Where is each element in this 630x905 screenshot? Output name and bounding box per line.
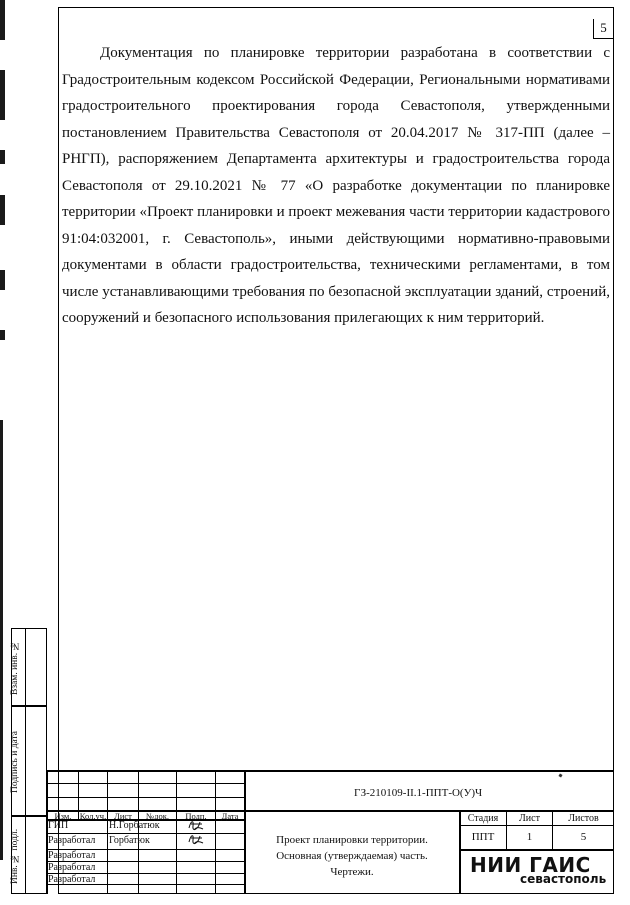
scan-mark xyxy=(0,270,5,290)
tb-role-dev: Разработал xyxy=(48,874,96,885)
side-label-inv: Инв. № подл. xyxy=(10,828,20,884)
tb-line xyxy=(459,825,614,826)
page-number: 5 xyxy=(593,19,613,39)
doc-title-line: Чертежи. xyxy=(330,866,374,878)
side-label-podpis: Подпись и дата xyxy=(10,731,20,794)
tb-role-dev: Разработал xyxy=(48,862,96,873)
scan-mark xyxy=(0,70,5,120)
sheets-label: Листов xyxy=(568,813,599,824)
tb-role-dev: Разработал xyxy=(48,850,96,861)
tb-header-podp: Подп. xyxy=(185,811,207,821)
scan-mark xyxy=(0,0,5,40)
tb-name-gip: Н.Горбатюк xyxy=(109,820,160,831)
signature-1 xyxy=(188,818,204,832)
scan-edge xyxy=(0,0,7,905)
signature-2 xyxy=(188,832,204,846)
org-logo-city: севастополь xyxy=(520,872,607,886)
sheets-value: 5 xyxy=(580,831,587,843)
title-block xyxy=(46,770,614,894)
scan-speck xyxy=(558,773,562,777)
tb-header-ndok: №док. xyxy=(146,811,169,821)
stage-value: ППТ xyxy=(471,831,495,843)
tb-header-list: Лист xyxy=(114,811,132,821)
tb-line xyxy=(46,770,614,772)
tb-line xyxy=(459,849,614,851)
org-logo-name: НИИ ГАИС xyxy=(470,853,591,877)
tb-header-data: Дата xyxy=(221,811,239,821)
scan-mark xyxy=(0,420,3,860)
scan-mark xyxy=(0,330,5,340)
stage-label: Стадия xyxy=(467,813,499,824)
side-stamp-podpis xyxy=(11,706,47,816)
body-text-block xyxy=(62,40,610,332)
tb-line xyxy=(176,770,177,894)
scan-mark xyxy=(0,195,5,225)
tb-header-koluch: Кол.уч. xyxy=(79,811,107,821)
doc-title-line: Основная (утверждаемая) часть. xyxy=(276,850,428,862)
body-paragraph: Документация по планировке территории разработана в соответствии с Градостроительным кодексом Российской Федерации, Региональными нормативами градостроительного проектирования города Севастополя, утвержденными постановлением Правительства Севастополя от 20.04.2017 № 317-ПП (далее – РНГП), распоряжением Департамента архитектуры и градостроительства города Севастополя от 29.10.2021 № 77 «О разработке документации по планировке территории «Проект планировки и проект межевания части территории кадастрового 91:04:032001, г. Севастополь», иными действующими нормативно-правовыми документами в области градостроительства, техническими регламентами, в том числе устанавливающими требования по безопасной эксплуатации зданий, строений, сооружений и безопасного использования прилегающих к ним территорий. xyxy=(62,45,610,326)
tb-role-gip: ГИП xyxy=(48,820,69,831)
doc-code: ГЗ-210109-II.1-ППТ-О(У)Ч xyxy=(354,787,483,799)
side-label-vzam: Взам. инв. № xyxy=(10,640,20,696)
tb-line xyxy=(215,770,216,894)
sheet-label: Лист xyxy=(519,813,540,824)
sheet-value: 1 xyxy=(526,831,533,843)
doc-title-line: Проект планировки территории. xyxy=(276,834,428,846)
doc-title xyxy=(246,832,458,880)
tb-line xyxy=(138,770,139,894)
scan-mark xyxy=(0,150,5,164)
tb-name-dev: Горбатюк xyxy=(109,835,150,846)
side-stamp-vzam xyxy=(11,628,47,706)
side-stamp-inv xyxy=(11,816,47,894)
tb-role-dev: Разработал xyxy=(48,835,96,846)
tb-line xyxy=(107,770,108,894)
tb-header-izm: Изм. xyxy=(54,811,72,821)
